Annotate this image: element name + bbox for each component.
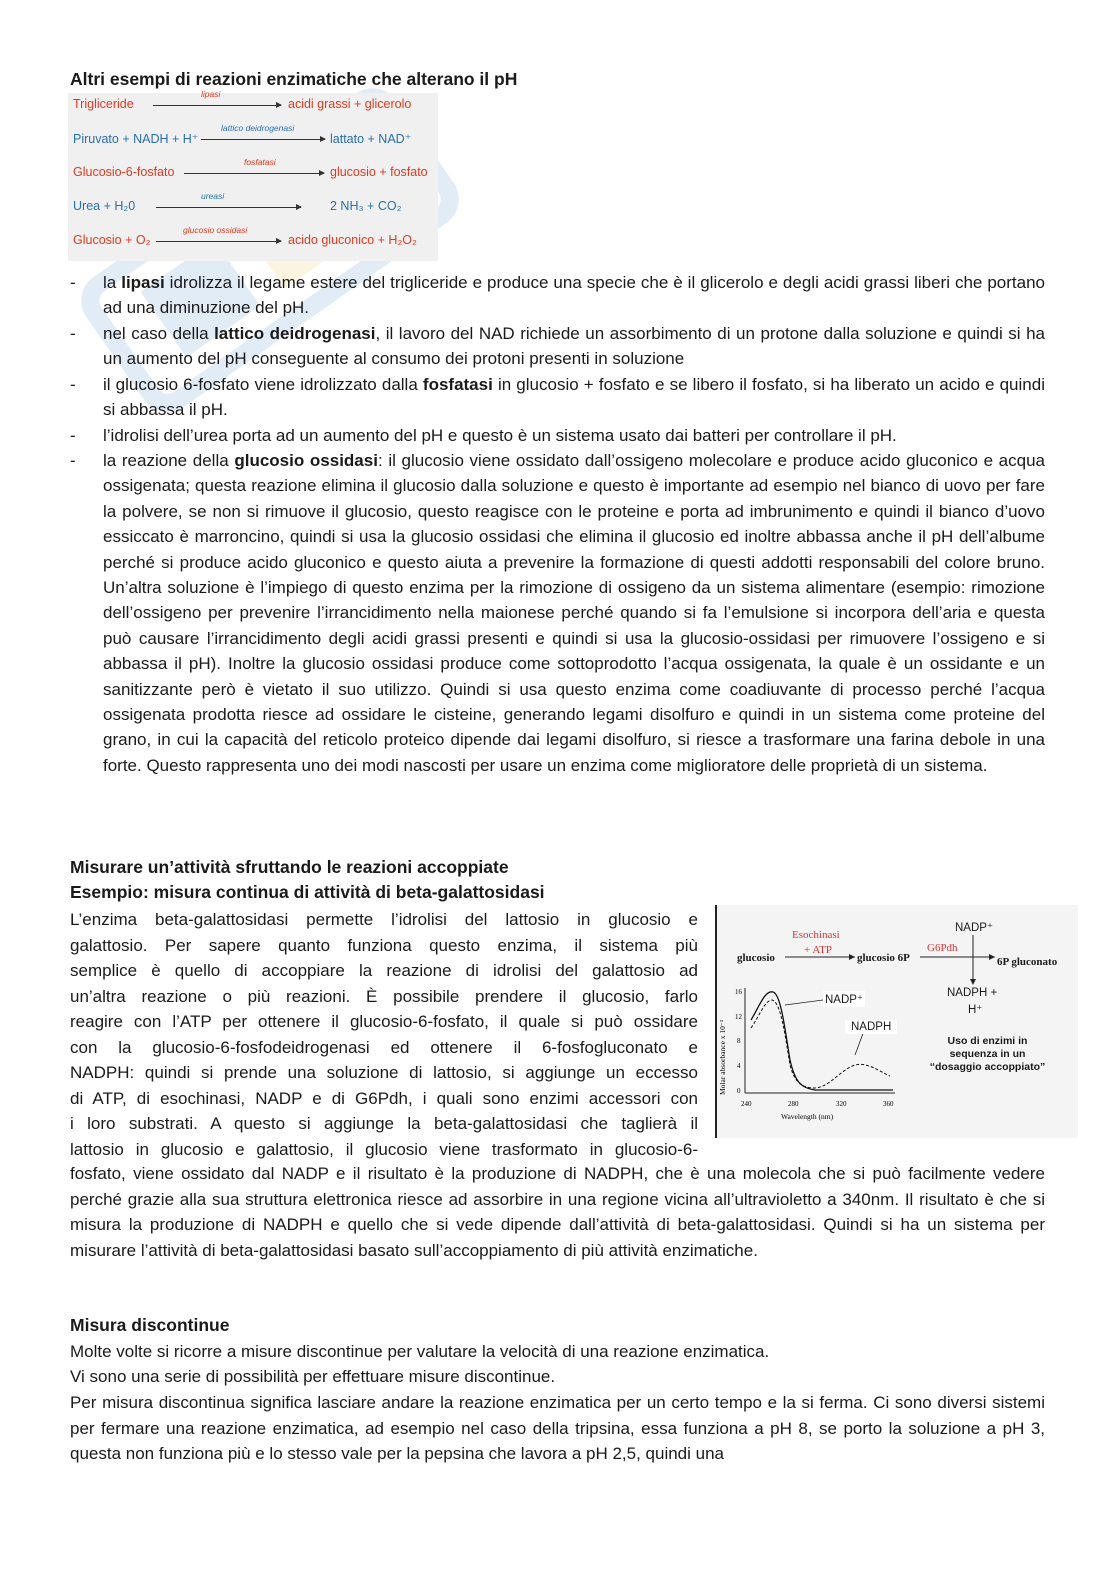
product: lattato + NAD⁺ bbox=[330, 132, 412, 146]
product: acido gluconico + H₂O₂ bbox=[288, 233, 417, 247]
reaction-row bbox=[68, 89, 438, 123]
reactant: Glucosio + O₂ bbox=[73, 233, 151, 247]
reactant: Urea + H₂0 bbox=[73, 199, 136, 213]
x-tick-label: 240 bbox=[741, 1100, 752, 1108]
reaction-table bbox=[68, 89, 438, 261]
section-subtitle: Esempio: misura continua di attività di beta-galattosidasi bbox=[70, 882, 545, 902]
section-title: Altri esempi di reazioni enzimatiche che alterano il pH bbox=[70, 69, 518, 89]
reactant: Glucosio-6-fosfato bbox=[73, 165, 175, 179]
bullet-item: - l’idrolisi dell’urea porta ad un aumento del pH e questo è un sistema usato dai batteri per controllare il pH. bbox=[70, 426, 897, 445]
product: glucosio + fosfato bbox=[330, 165, 428, 179]
bullet-item: - il glucosio 6-fosfato viene idrolizzato dalla fosfatasi in glucosio + fosfato e se libero il fosfato, si ha liberato un acido e quindi si abbassa il pH. bbox=[70, 375, 1045, 420]
figure-caption: Uso di enzimi in sequenza in un “dosaggio accoppiato” bbox=[929, 1035, 1046, 1073]
x-tick-label: 320 bbox=[836, 1100, 847, 1108]
coupled-assay-figure: NADP⁺ Esochinasi + ATP G6Pdh glucosio glucosio 6P 6P gluconato NADPH + H⁺ Uso di enzimi in sequenza in un “dosaggio accoppiato” Molar absorbance x 10⁻³ 16 12 8 4 0 240 280 320 360 Wavelength (nm) NADP⁺ NADPH bbox=[715, 905, 1078, 1138]
arrow-icon bbox=[201, 139, 325, 140]
product: 2 NH₃ + CO₂ bbox=[330, 199, 402, 213]
y-tick-label: 0 bbox=[737, 1087, 741, 1095]
enzyme-label: lattico deidrogenasi bbox=[221, 123, 295, 133]
reaction-row bbox=[68, 123, 438, 157]
arrow-icon bbox=[184, 173, 324, 174]
enzyme-label: glucosio ossidasi bbox=[183, 225, 248, 235]
y-tick-label: 16 bbox=[735, 988, 742, 996]
arrow-icon bbox=[153, 105, 281, 106]
arrow-icon bbox=[156, 207, 301, 208]
x-tick-label: 360 bbox=[883, 1100, 894, 1108]
left-column-text: L’enzima beta-galattosidasi permette l’idrolisi del lattosio in glucosio e galattosio. Per sapere quanto funziona questo enzima, il sistema più semplice è quello di accoppiare la reazione di idrolisi del galattosio ad un’altra reazione o più reazioni. È possibile prendere il glucosio, farlo reagire con l’ATP per ottenere il glucosio-6-fosfato, il quale si può ossidare con la glucosio-6-fosfodeidrogenasi ed ottenere il 6-fosfogluconato e NADPH: quindi si prende una soluzione di lattosio, si aggiunge un eccesso di ATP, di esochinasi, NADP e di G6Pdh, i quali sono enzimi accessori con i loro substrati. A questo si aggiunge la beta-galattosidasi che taglierà il lattosio in glucosio e galattosio, il glucosio viene trasformato in glucosio-6- bbox=[70, 910, 698, 1159]
reaction-row bbox=[68, 225, 438, 259]
reactant: Piruvato + NADH + H⁺ bbox=[73, 132, 199, 146]
enzyme-label: fosfatasi bbox=[244, 157, 276, 167]
y-tick-label: 4 bbox=[737, 1062, 741, 1070]
bullet-item: - la reazione della glucosio ossidasi: il glucosio viene ossidato dall’ossigeno molecolare e produce acido gluconico e acqua ossigenata; questa reazione elimina il glucosio dalla soluzione e questo è importante ad esempio nel bianco di uovo per fare la polvere, se non si rimuove il glucosio, questo reagisce con le proteine e porta ad imbrunimento e quindi il bianco d’uovo essiccato è marroncino, quindi si usa la glucosio ossidasi che elimina il glucosio ed inoltre abbassa anche il pH dell’albume perché si produce acido gluconico e questo aiuta a prevenire la formazione di questi addotti responsabili del colore bruno. Un’altra soluzione è l’impiego di questo enzima per la rimozione di ossigeno da un sistema alimentare (esempio: rimozione dell’ossigeno per prevenire l’irrancidimento nella maionese perché quando si fa l’emulsione si incorpora dell’aria e questa può causare l’irrancidimento degli acidi grassi presenti e quindi si usa la glucosio-ossidasi per rimuovere l’ossigeno e si abbassa il pH). Inoltre la glucosio ossidasi produce come sottoprodotto l’acqua ossigenata, la quale è un ossidante e un sanitizzante però è vietato il suo utilizzo. Quindi si usa questo enzima come coadiuvante di processo perché l’acqua ossigenata prodotta riesce ad ossidare le cisteine, generando legami disolfuro e quindi in un sistema come proteine del grano, in cui la capacità del reticolo proteico dipende dai legami disolfuro, si riesce a trasformare una farina debole in una forte. Questo rappresenta uno dei modi nascosti per usare un enzima come miglioratore delle proprietà di un sistema. bbox=[70, 451, 1046, 775]
section-title: Misura discontinue bbox=[70, 1315, 230, 1335]
x-tick-label: 280 bbox=[788, 1100, 799, 1108]
section-title: Misurare un’attività sfruttando le reazioni accoppiate bbox=[70, 857, 509, 877]
enzyme-label: ureasi bbox=[201, 191, 225, 201]
enzyme-label: lipasi bbox=[201, 89, 221, 99]
bullet-item: - la lipasi idrolizza il legame estere del trigliceride e produce una specie che è il glicerolo e degli acidi grassi liberi che portano ad una diminuzione del pH. bbox=[70, 273, 1045, 318]
paragraph: fosfato, viene ossidato dal NADP e il risultato è la produzione di NADPH, che è una molecola che si può facilmente vedere perché grazie alla sua struttura elettronica riesce ad assorbire in una regione vicina all’ultravioletto a 340nm. Il risultato è che si misura la produzione di NADPH e quello che si vede dipende dall’attività di beta-galattosidasi. Quindi si ha un sistema per misurare l’attività di beta-galattosidasi basato sull’accoppiamento di più attività enzimatiche. bbox=[70, 1164, 1045, 1260]
paragraph: Vi sono una serie di possibilità per effettuare misure discontinue. bbox=[70, 1367, 556, 1386]
y-axis-label: Molar absorbance x 10⁻³ bbox=[718, 1019, 727, 1095]
paragraph: Per misura discontinua significa lasciare andare la reazione enzimatica per un certo tempo e la si ferma. Ci sono diversi sistemi per fermare una reazione enzimatica, ad esempio nel caso della tripsina, essa funziona a pH 8, se porto la soluzione a pH 3, questa non funziona più e lo stesso vale per la pepsina che lavora a pH 2,5, quindi una bbox=[70, 1393, 1045, 1463]
paragraph: Molte volte si ricorre a misure discontinue per valutare la velocità di una reazione enzimatica. bbox=[70, 1342, 770, 1361]
y-tick-label: 12 bbox=[735, 1013, 742, 1021]
product: acidi grassi + glicerolo bbox=[288, 97, 412, 111]
reaction-row bbox=[68, 191, 438, 225]
x-axis-label: Wavelength (nm) bbox=[781, 1112, 834, 1121]
nadp-curve-label: NADP⁺ bbox=[823, 991, 865, 1007]
reactant: Trigliceride bbox=[73, 97, 134, 111]
bullet-item: - nel caso della lattico deidrogenasi, il lavoro del NAD richiede un assorbimento di un protone dalla soluzione e quindi si ha un aumento del pH conseguente al consumo dei protoni presenti in soluzione bbox=[70, 324, 1045, 369]
arrow-icon bbox=[156, 241, 281, 242]
y-tick-label: 8 bbox=[737, 1037, 741, 1045]
nadp-top-label: NADP⁺ bbox=[955, 922, 994, 934]
reaction-row bbox=[68, 157, 438, 191]
nadph-curve-label: NADPH bbox=[845, 1020, 897, 1034]
